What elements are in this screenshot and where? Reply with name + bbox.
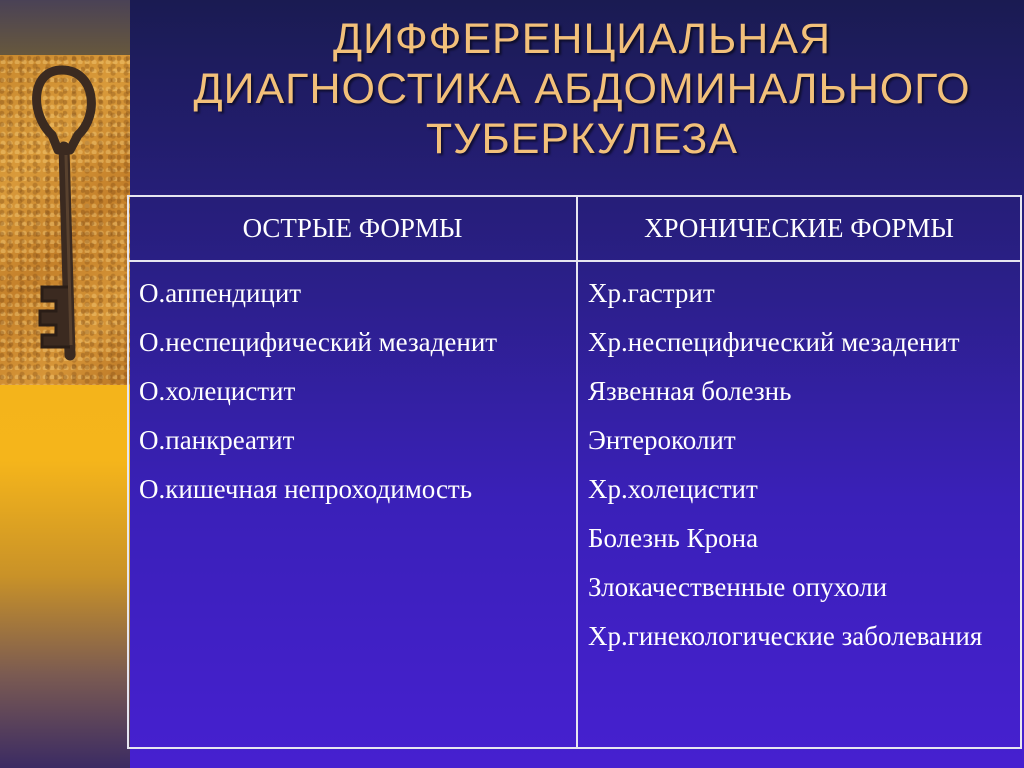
- key-icon: [0, 55, 130, 385]
- acute-forms-list: [139, 273, 569, 518]
- left-decor-bar: [0, 0, 130, 768]
- list-item: О.кишечная непроходимость: [139, 474, 473, 504]
- list-item: Болезнь Крона: [588, 523, 759, 553]
- header-divider: [129, 260, 1020, 262]
- list-item: Энтероколит: [588, 425, 736, 455]
- slide-title: [140, 14, 1024, 164]
- diagnosis-table: [127, 195, 1022, 749]
- title-line-1: ДИФФЕРЕНЦИАЛЬНАЯ: [332, 15, 832, 63]
- list-item: О.панкреатит: [139, 425, 295, 455]
- title-line-2: ДИАГНОСТИКА АБДОМИНАЛЬНОГО: [193, 65, 971, 113]
- list-item: О.холецистит: [139, 376, 296, 406]
- list-item: Хр.гастрит: [588, 278, 715, 308]
- title-line-3: ТУБЕРКУЛЕЗА: [425, 115, 739, 163]
- header-acute: ОСТРЫЕ ФОРМЫ: [242, 213, 463, 243]
- list-item: Хр.гинекологические заболевания: [588, 621, 983, 651]
- key-photo: [0, 55, 130, 385]
- list-item: О.аппендицит: [139, 278, 302, 308]
- list-item: Язвенная болезнь: [588, 376, 792, 406]
- header-chronic: ХРОНИЧЕСКИЕ ФОРМЫ: [644, 213, 954, 243]
- chronic-forms-list: [588, 273, 1013, 665]
- list-item: О.неспецифический мезаденит: [139, 327, 498, 357]
- list-item: Злокачественные опухоли: [588, 572, 888, 602]
- list-item: Хр.холецистит: [588, 474, 758, 504]
- list-item: Хр.неспецифический мезаденит: [588, 327, 960, 357]
- column-divider: [576, 197, 578, 747]
